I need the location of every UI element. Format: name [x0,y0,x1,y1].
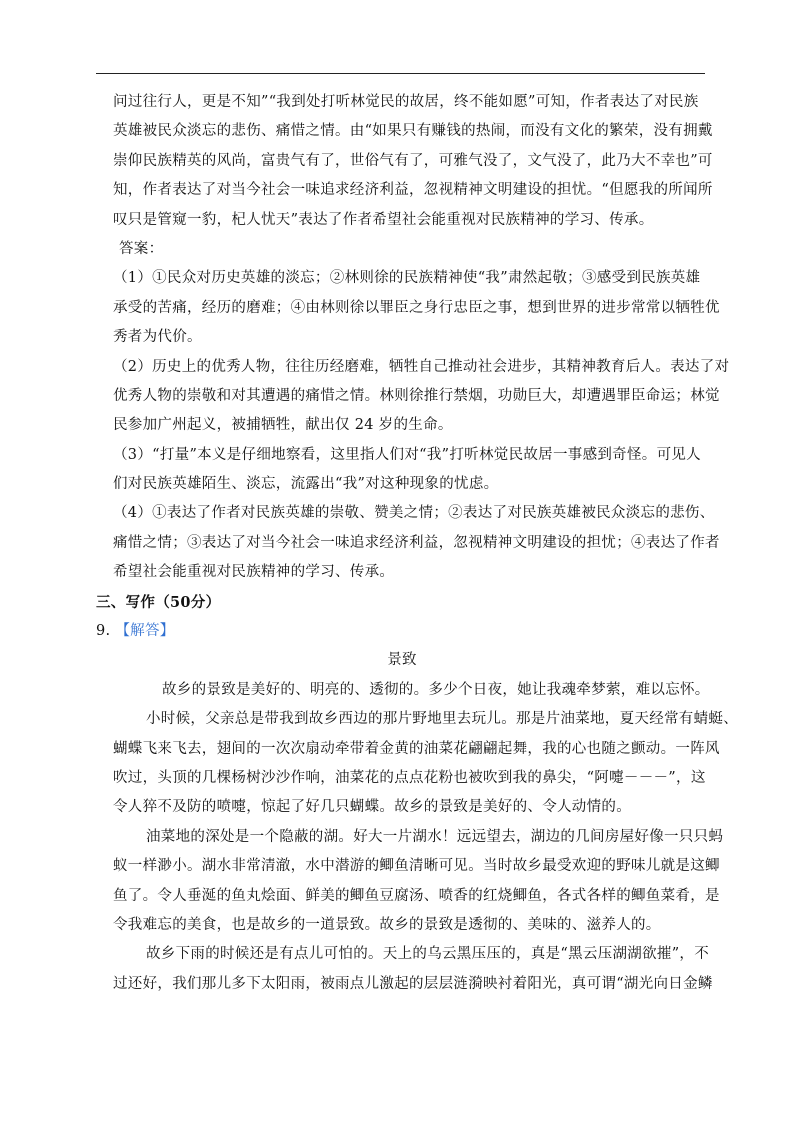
text-line: （4）①表达了作者对民族英雄的崇敬、赞美之情；②表达了对民族英雄被民众淡忘的悲伤、 [113,505,715,522]
text-line: 秀者为代价。 [113,329,202,346]
essay-line: 小时候，父亲总是带我到故乡西边的那片野地里去玩儿。那是片油菜地，夏天经常有蜻蜓、 [146,711,738,728]
answer-tag: 【解答】 [115,623,175,640]
essay-line: 鱼了。令人垂涎的鱼丸烩面、鲜美的鲫鱼豆腐汤、喷香的红烧鲫鱼，各式各样的鲫鱼菜肴，是 [113,887,720,904]
essay-line: 过还好，我们那儿多下太阳雨，被雨点儿激起的层层涟漪映衬着阳光，真可谓“湖光向日金鳞 [113,975,713,992]
essay-line: 蝴蝶飞来飞去，翅间的一次次扇动牵带着金黄的油菜花翩翩起舞，我的心也随之颤动。一阵风 [113,740,720,757]
question-number: 9. [96,623,111,640]
essay-line: 吹过，头顶的几棵杨树沙沙作响，油菜花的点点花粉也被吹到我的鼻尖，“阿嚏－－－”，这 [113,769,706,786]
text-line: 叹只是管窥一豹，杞人忧天”表达了作者希望社会能重视对民族精神的学习、传承。 [113,211,654,228]
essay-line: 油菜地的深处是一个隐蔽的湖。好大一片湖水！远远望去，湖边的几间房屋好像一只只蚂 [146,828,724,845]
header-rule [96,73,705,74]
text-line: 希望社会能重视对民族精神的学习、传承。 [113,564,395,581]
essay-line: 令我难忘的美食，也是故乡的一道景致。故乡的景致是透彻的、美味的、滋养人的。 [113,916,661,933]
text-line: 优秀人物的崇敬和对其遭遇的痛惜之情。林则徐推行禁烟，功勋巨大，却遭遇罪臣命运；林觉 [113,387,720,404]
text-line: （3）“打量”本义是仔细地察看，这里指人们对“我”打听林觉民故居一事感到奇怪。可见人 [113,446,701,463]
text-line: 崇仰民族精英的风尚，富贵气有了，世俗气有了，可雅气没了，文气没了，此乃大不幸也”可 [113,152,713,169]
text-line: （1）①民众对历史英雄的淡忘；②林则徐的民族精神使“我”肃然起敬；③感受到民族英雄 [113,270,701,287]
text-line: 承受的苦痛，经历的磨难；④由林则徐以罪臣之身行忠臣之事，想到世界的进步常常以牺牲优 [113,299,720,316]
text-line: 知，作者表达了对当今社会一味追求经济利益，忽视精神文明建设的担忧。“但愿我的所闻所 [113,182,713,199]
text-line: （2）历史上的优秀人物，往往历经磨难，牺牲自己推动社会进步，其精神教育后人。表达了对 [113,358,730,375]
section-heading: 三、写作（50分） [96,593,221,611]
text-line: 们对民族英雄陌生、淡忘，流露出“我”对这种现象的忧虑。 [113,476,499,493]
answer-label: 答案： [119,240,164,257]
document-body [96,88,738,999]
essay-line: 故乡的景致是美好的、明亮的、透彻的。多少个日夜，她让我魂牵梦萦，难以忘怀。 [162,681,710,698]
text-line: 民参加广州起义，被捕牺牲，献出仅 24 岁的生命。 [113,417,453,434]
text-line: 痛惜之情；③表达了对当今社会一味追求经济利益，忽视精神文明建设的担忧；④表达了作者 [113,534,720,551]
essay-line: 故乡下雨的时候还是有点儿可怕的。天上的乌云黑压压的，真是“黑云压湖湖欲摧”，不 [146,946,710,963]
essay-line: 令人猝不及防的喷嚏，惊起了好几只蝴蝶。故乡的景致是美好的、令人动情的。 [113,799,631,816]
essay-title: 景致 [387,652,417,669]
text-line: 英雄被民众淡忘的悲伤、痛惜之情。由“如果只有赚钱的热闹，而没有文化的繁荣，没有拥戴 [113,123,713,140]
question-line [96,617,708,646]
text-line: 问过往行人，更是不知”“我到处打听林觉民的故居，终不能如愿”可知，作者表达了对民族 [113,94,699,110]
essay-line: 蚁一样渺小。湖水非常清澈，水中潜游的鲫鱼清晰可见。当时故乡最受欢迎的野味儿就是这鲫 [113,858,720,875]
